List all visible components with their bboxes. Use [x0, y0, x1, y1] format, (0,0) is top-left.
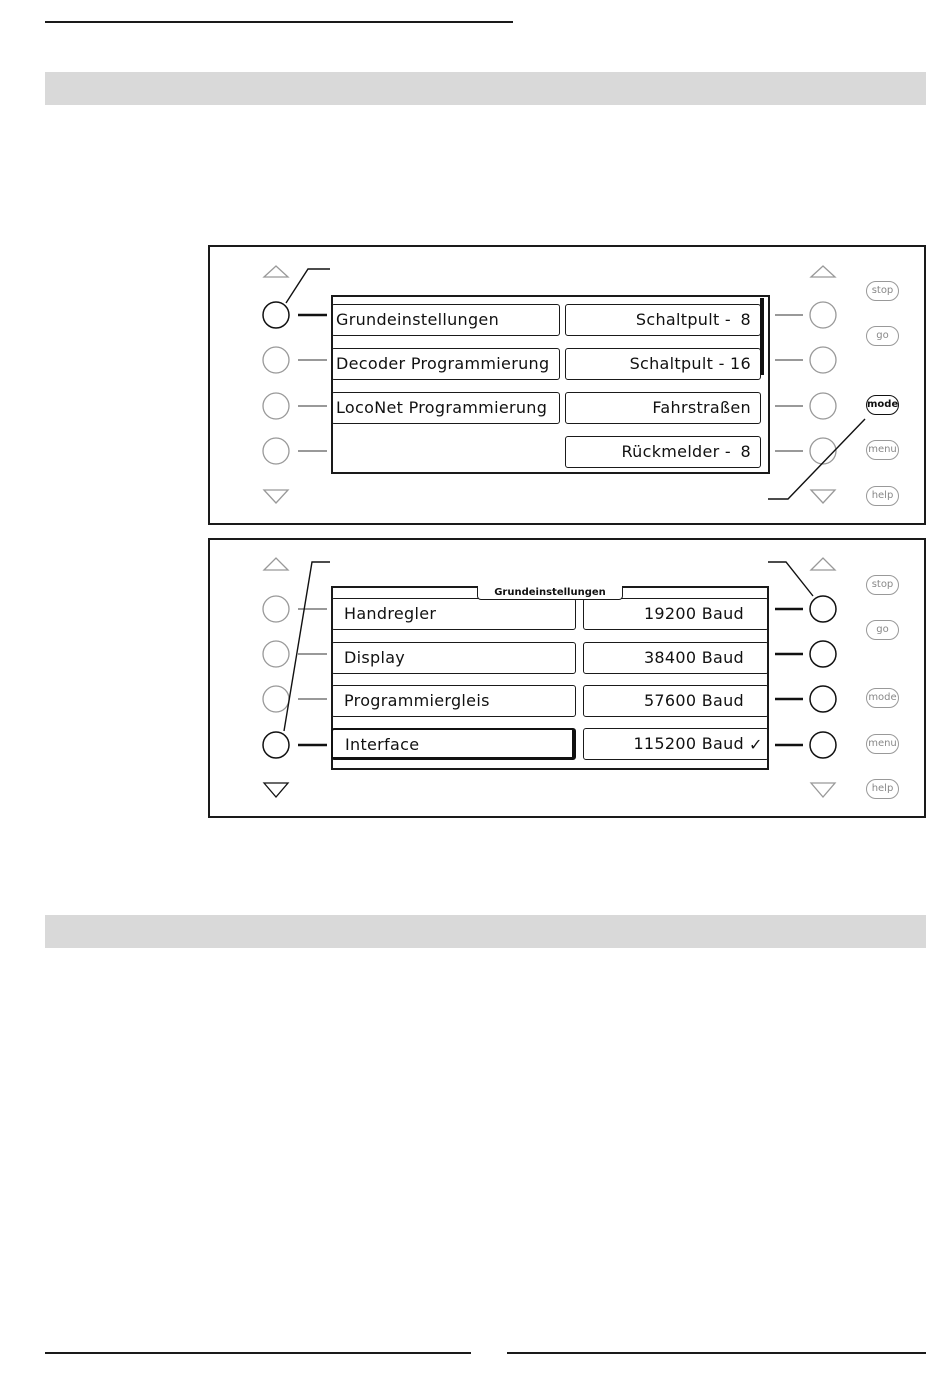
- header-rule: [45, 21, 513, 23]
- menu-item-grundeinstellungen[interactable]: Grundeinstellungen: [331, 304, 560, 336]
- soft-key-right-4: [810, 438, 836, 464]
- soft-key-right-3: [810, 686, 836, 712]
- soft-key-right-2: [810, 641, 836, 667]
- section-band-bottom: [45, 915, 926, 948]
- soft-key-right-2: [810, 347, 836, 373]
- callout-line-left: [286, 269, 330, 303]
- menu-item-schaltpult-8[interactable]: [565, 304, 761, 336]
- down-arrow-icon: [264, 783, 288, 797]
- menu-item-label: Rückmelder -: [621, 442, 731, 461]
- menu-item-label: Schaltpult -: [635, 310, 731, 329]
- menu-item-fahrstrassen[interactable]: Fahrstraßen: [565, 392, 761, 424]
- menu-item-schaltpult-16[interactable]: Schaltpult - 16: [565, 348, 761, 380]
- menu-item-loconet-programmierung[interactable]: LocoNet Programmierung: [331, 392, 560, 424]
- up-arrow-icon: [811, 266, 835, 277]
- footer-rule-left: [45, 1352, 471, 1354]
- setting-programmiergleis[interactable]: Programmiergleis: [331, 685, 576, 717]
- soft-key-left-1: [263, 596, 289, 622]
- menu-item-number: 8: [740, 310, 751, 329]
- soft-key-right-3: [810, 393, 836, 419]
- setting-interface-selected[interactable]: Interface: [331, 728, 576, 760]
- menu-item-rueckmelder-8[interactable]: [565, 436, 761, 468]
- menu-item-decoder-programmierung[interactable]: Decoder Programmierung: [331, 348, 560, 380]
- mode-button[interactable]: mode: [866, 395, 899, 415]
- callout-line-left: [284, 562, 330, 731]
- soft-key-left-4: [263, 732, 289, 758]
- up-arrow-icon: [264, 558, 288, 570]
- menu-button[interactable]: menu: [866, 734, 899, 754]
- stop-button[interactable]: stop: [866, 575, 899, 595]
- soft-key-left-2: [263, 347, 289, 373]
- device-panel-grundeinstellungen: [208, 538, 926, 818]
- mode-button[interactable]: mode: [866, 688, 899, 708]
- baud-38400[interactable]: 38400 Baud: [583, 642, 769, 674]
- soft-key-right-4: [810, 732, 836, 758]
- lcd-screen-main: [331, 295, 770, 474]
- down-arrow-icon: [811, 490, 835, 503]
- checkmark-icon: ✓: [749, 735, 763, 754]
- soft-key-left-1: [263, 302, 289, 328]
- footer-rule-right: [507, 1352, 926, 1354]
- go-button[interactable]: go: [866, 620, 899, 640]
- soft-key-left-3: [263, 393, 289, 419]
- go-button[interactable]: go: [866, 326, 899, 346]
- lcd-scrollbar[interactable]: [760, 298, 764, 375]
- soft-key-right-1: [810, 596, 836, 622]
- soft-key-left-3: [263, 686, 289, 712]
- menu-button[interactable]: menu: [866, 440, 899, 460]
- callout-line-right: [768, 562, 813, 596]
- down-arrow-icon: [264, 490, 288, 503]
- soft-key-left-2: [263, 641, 289, 667]
- help-button[interactable]: help: [866, 486, 899, 506]
- up-arrow-icon: [811, 558, 835, 570]
- lcd-title: Grundeinstellungen: [477, 586, 623, 600]
- setting-display[interactable]: Display: [331, 642, 576, 674]
- baud-19200[interactable]: 19200 Baud: [583, 598, 769, 630]
- up-arrow-icon: [264, 266, 288, 277]
- help-button[interactable]: help: [866, 779, 899, 799]
- soft-key-left-4: [263, 438, 289, 464]
- lcd-screen-grundeinstellungen: [331, 586, 769, 770]
- baud-115200[interactable]: 115200 Baud: [583, 728, 769, 760]
- down-arrow-icon: [811, 783, 835, 797]
- section-band-top: [45, 72, 926, 105]
- baud-57600[interactable]: 57600 Baud: [583, 685, 769, 717]
- stop-button[interactable]: stop: [866, 281, 899, 301]
- device-panel-main-menu: [208, 245, 926, 525]
- setting-handregler[interactable]: Handregler: [331, 598, 576, 630]
- menu-item-number: 8: [740, 442, 751, 461]
- soft-key-right-1: [810, 302, 836, 328]
